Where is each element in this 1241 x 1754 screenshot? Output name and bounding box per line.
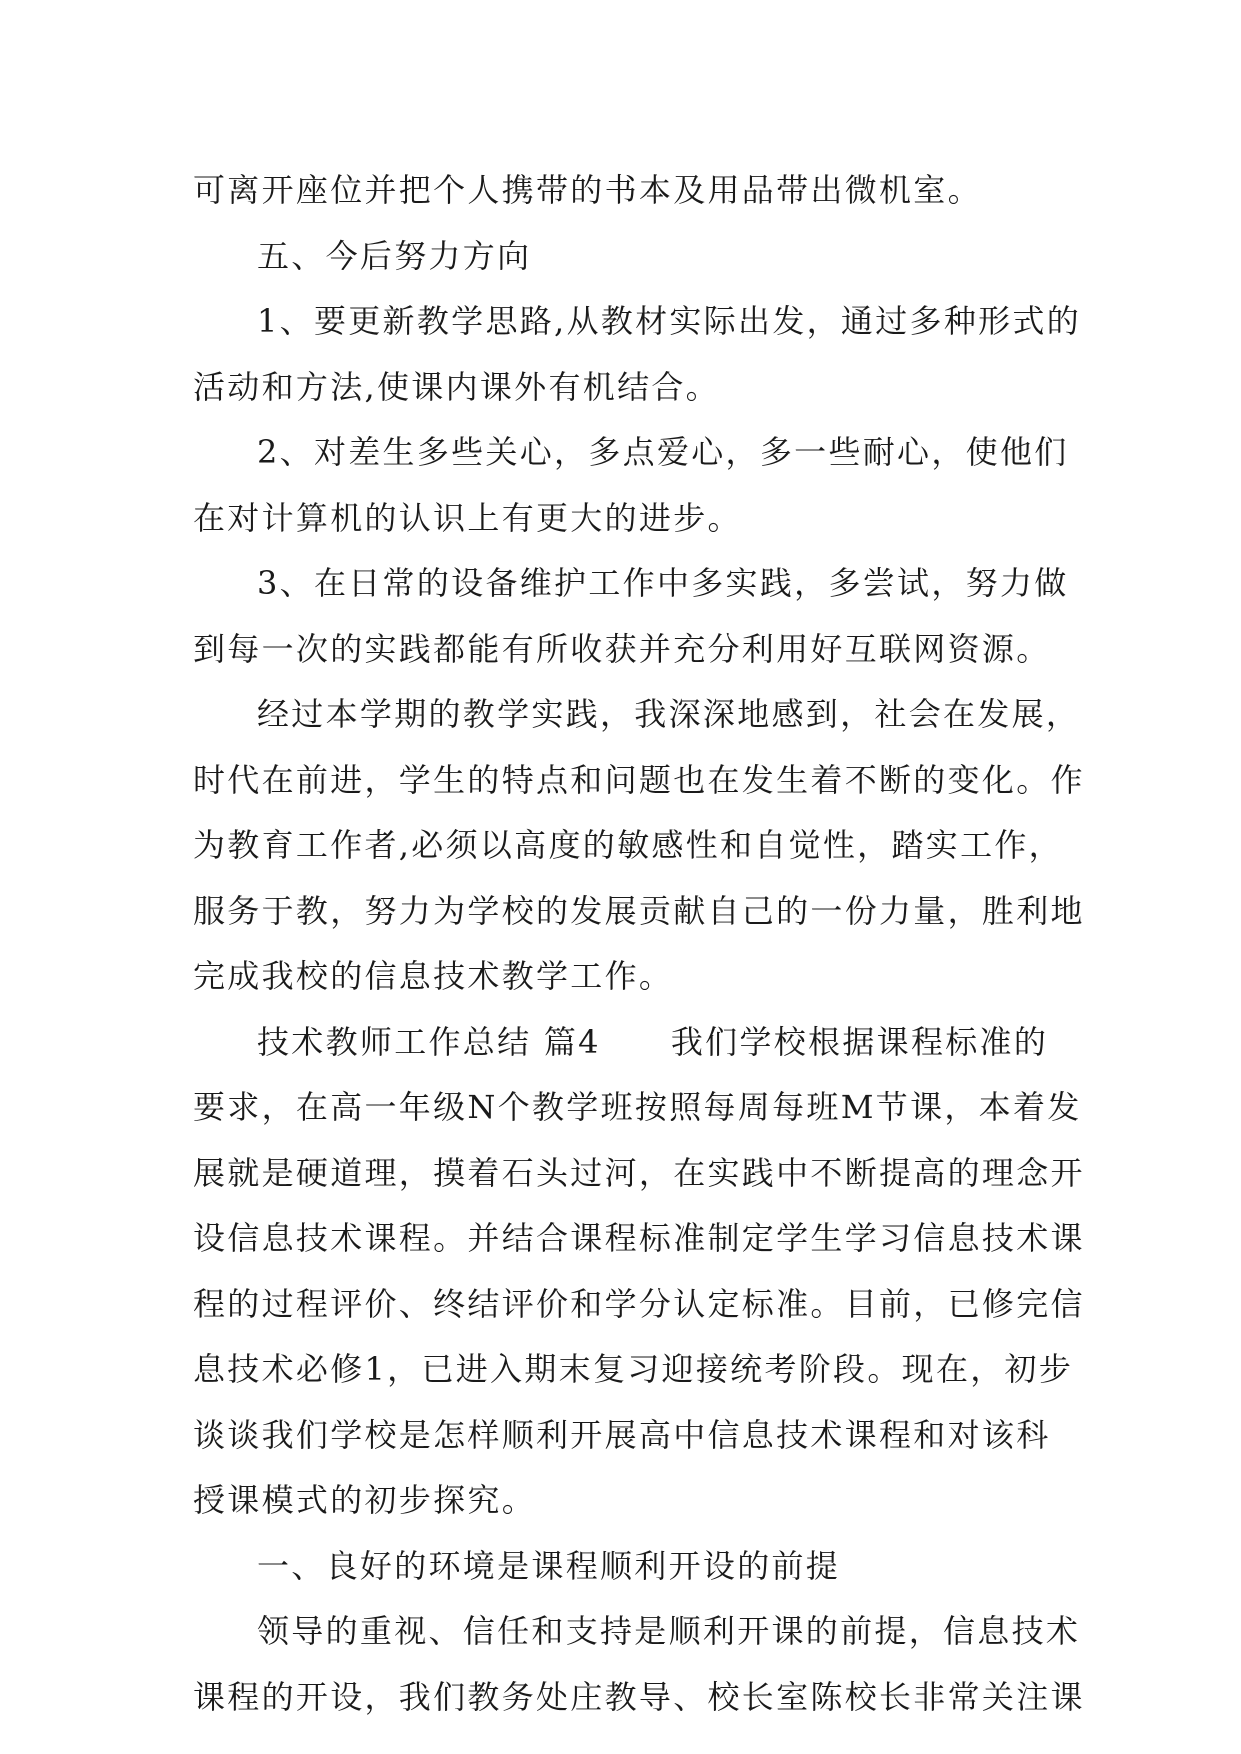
text-segment: 我们学校根据课程标准的	[670, 1022, 1049, 1061]
text-line: 授课模式的初步探究。	[193, 1481, 537, 1519]
text-line: 领导的重视、信任和支持是顺利开课的前提，信息技术	[257, 1612, 1081, 1650]
section-heading: 一、良好的环境是课程顺利开设的前提	[257, 1546, 841, 1585]
text-line: 经过本学期的教学实践，我深深地感到，社会在发展，	[257, 695, 1081, 733]
text-line: 完成我校的信息技术教学工作。	[193, 957, 674, 995]
text-line: 要求，在高一年级N个教学班按照每周每班M节课，本着发	[193, 1088, 1082, 1126]
text-line: 服务于教，努力为学校的发展贡献自己的一份力量，胜利地	[193, 891, 1085, 930]
text-line: 程的过程评价、终结评价和学分认定标准。目前，已修完信	[193, 1284, 1085, 1323]
text-line: 到每一次的实践都能有所收获并充分利用好互联网资源。	[193, 629, 1051, 668]
text-line: 谈谈我们学校是怎样顺利开展高中信息技术课程和对该科	[193, 1415, 1051, 1454]
text-line	[193, 1010, 1053, 1076]
text-line: 活动和方法,使课内课外有机结合。	[193, 367, 720, 406]
text-line: 可离开座位并把个人携带的书本及用品带出微机室。	[193, 171, 982, 209]
section-heading: 五、今后努力方向	[257, 236, 532, 275]
text-line: 在对计算机的认识上有更大的进步。	[193, 498, 742, 537]
text-line: 3、在日常的设备维护工作中多实践，多尝试，努力做	[257, 564, 1069, 602]
text-line: 时代在前进，学生的特点和问题也在发生着不断的变化。作	[193, 760, 1085, 799]
text-line: 2、对差生多些关心，多点爱心，多一些耐心，使他们	[257, 433, 1069, 471]
article-title: 技术教师工作总结 篇4	[257, 1022, 601, 1061]
text-line: 为教育工作者,必须以高度的敏感性和自觉性，踏实工作，	[193, 826, 1063, 864]
text-line: 课程的开设，我们教务处庄教导、校长室陈校长非常关注课	[193, 1677, 1085, 1716]
text-line: 息技术必修1，已进入期末复习迎接统考阶段。现在，初步	[193, 1350, 1074, 1388]
text-line: 设信息技术课程。并结合课程标准制定学生学习信息技术课	[193, 1219, 1085, 1257]
text-line: 1、要更新教学思路,从教材实际出发，通过多种形式的	[257, 302, 1082, 340]
text-line: 展就是硬道理，摸着石头过河，在实践中不断提高的理念开	[193, 1153, 1085, 1192]
document-body	[193, 158, 1085, 1730]
